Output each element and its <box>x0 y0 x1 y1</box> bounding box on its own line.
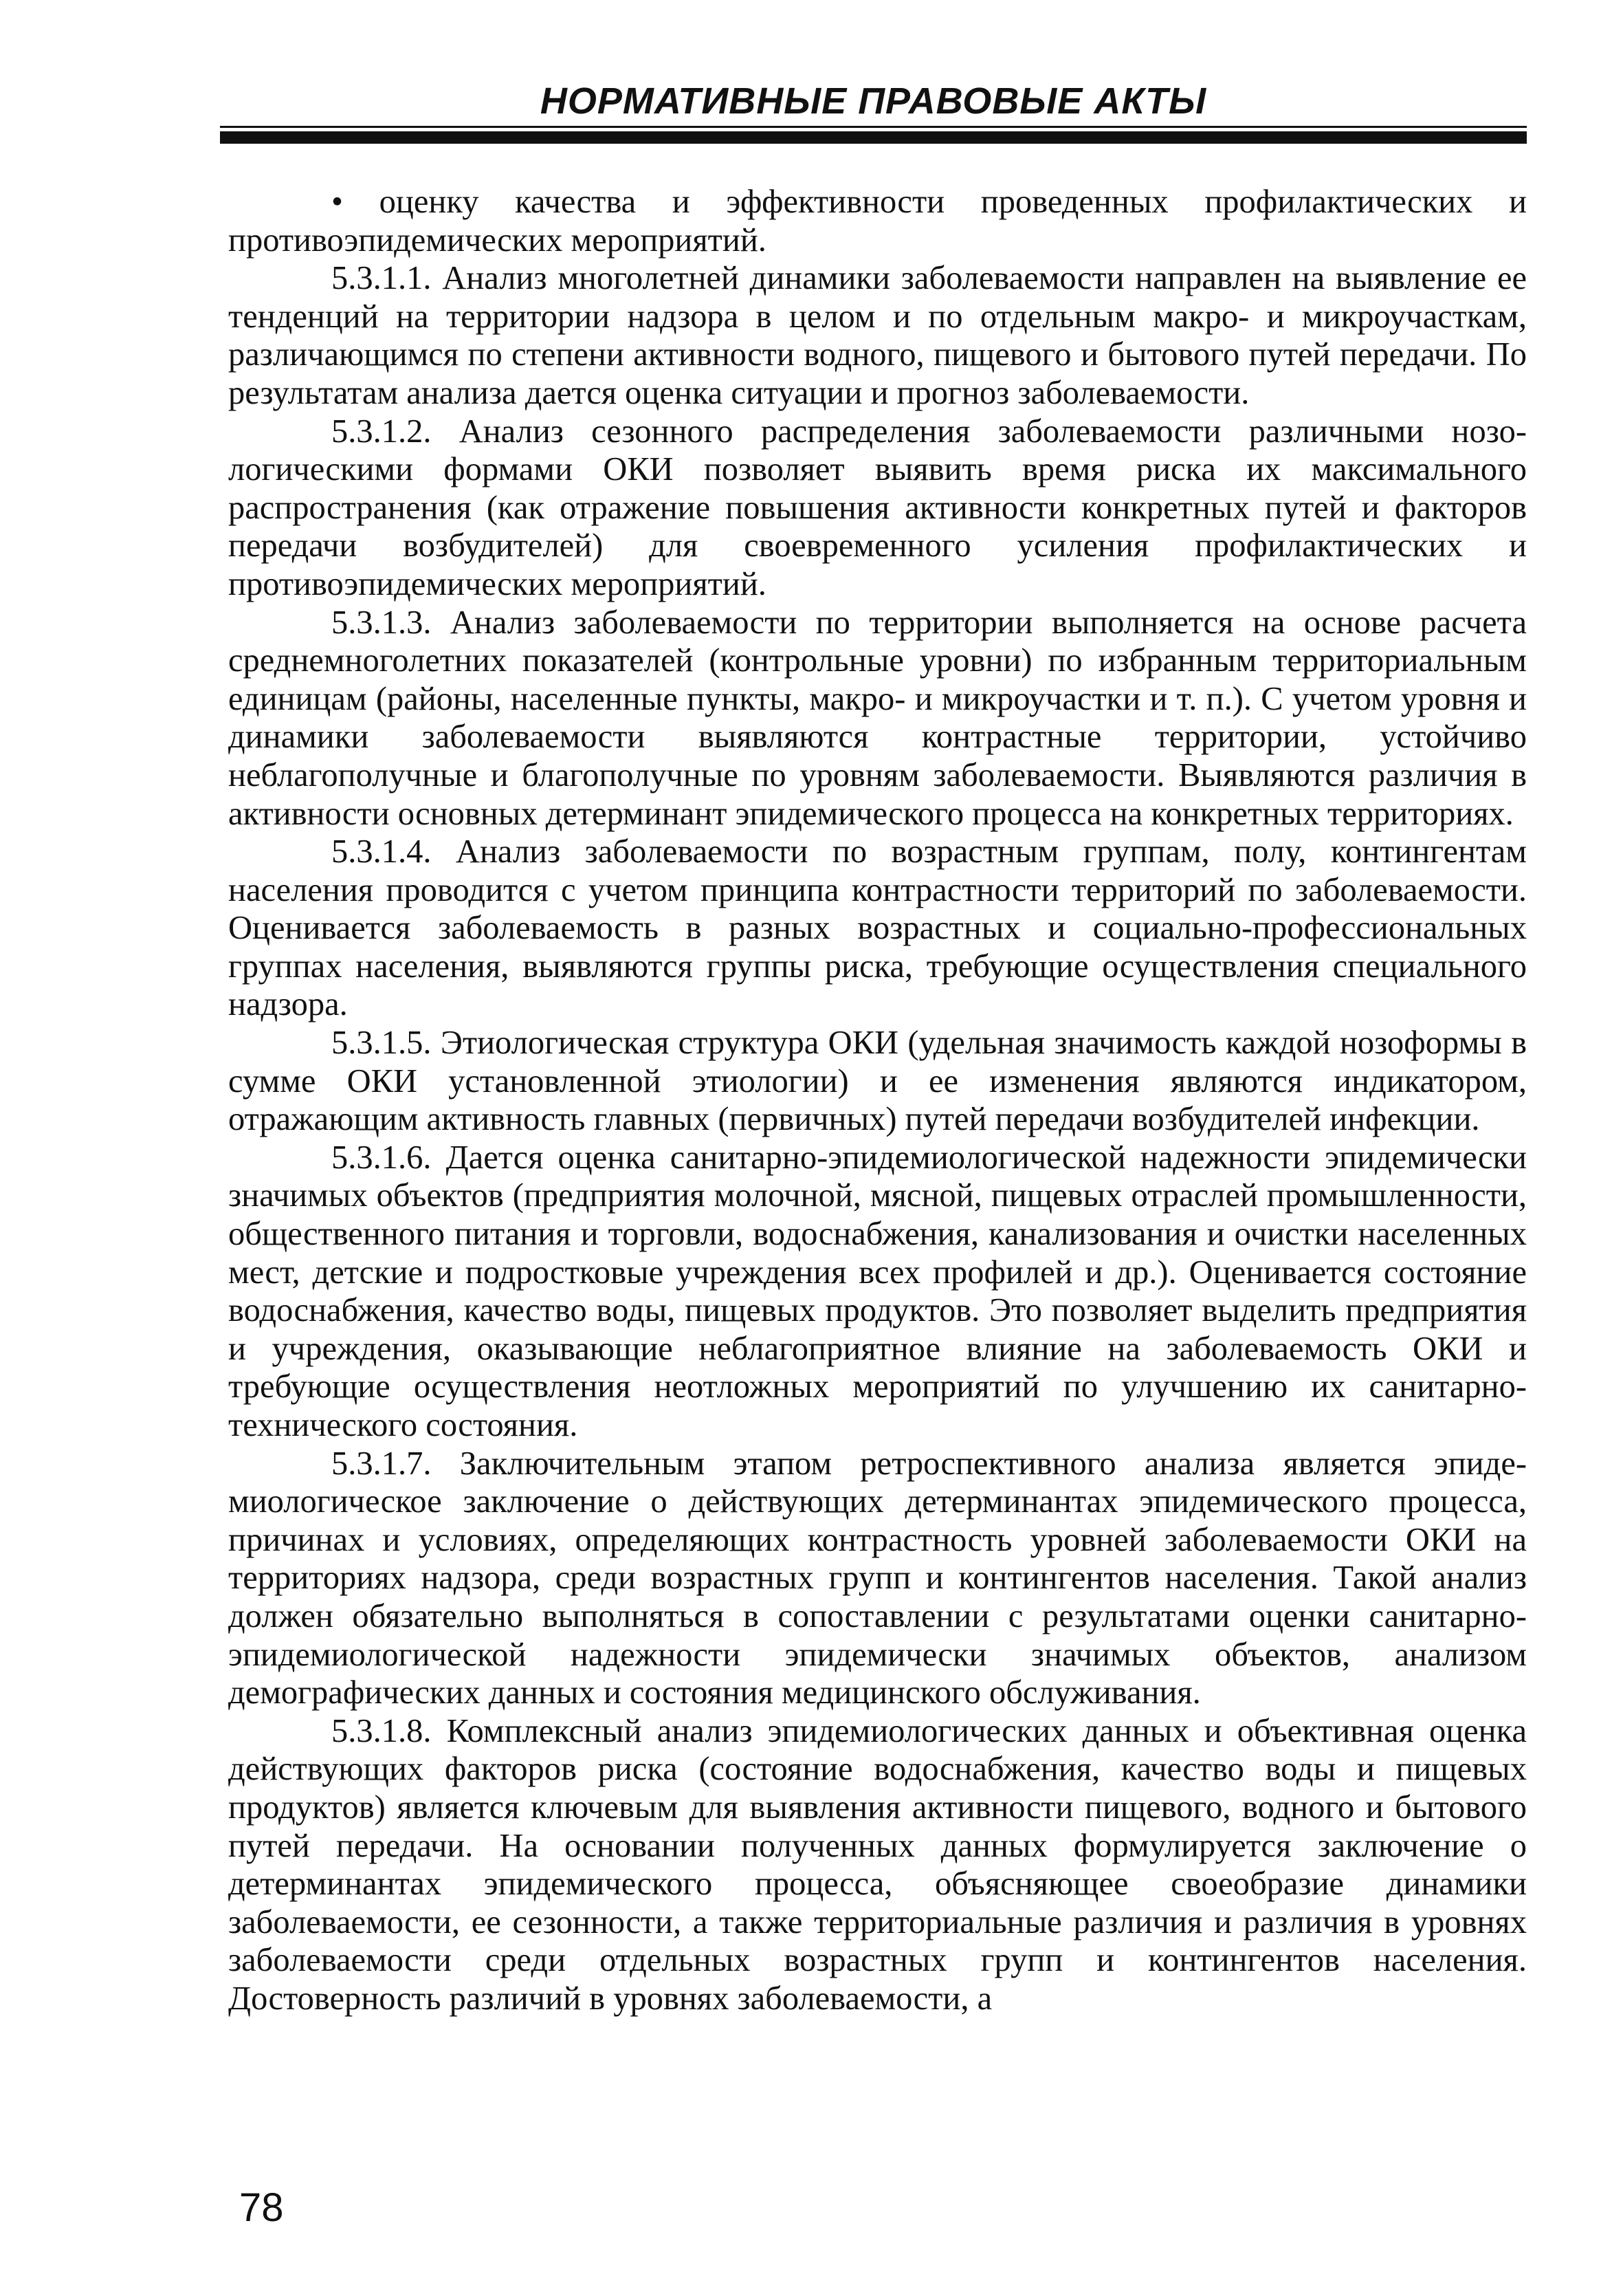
paragraph-5-3-1-6: 5.3.1.6. Дается оценка санитарно-эпидемиологической надежности эпидемически значимых объектов (предприятия молочной, мясной, пищевых отраслей промышленности, общественного питания и торговли, водоснабжения, канализования и очистки населенных мест, детские и подростковые учреждения всех профилей и др.). Оценивается состояние водоснабжения, качество воды, пищевых продуктов. Это позволяет выделить предприятия и учреждения, оказывающие неблагоприятное влияние на заболеваемость ОКИ и требующие осуществления неотложных мероприятий по улучшению их санитарно-технического состояния. <box>228 1139 1527 1443</box>
paragraph-5-3-1-3: 5.3.1.3. Анализ заболеваемости по территории выполняется на основе расчета среднемноголетних показателей (контрольные уровни) по избранным территориальным единицам (районы, населенные пункты, макро- и микроучастки и т. п.). С учетом уровня и динамики заболеваемости выявляются контрастные территории, устойчиво неблагополучные и благополучные по уровням заболеваемости. Выявляются различия в активности основных детерминант эпидемического процесса на конкретных территориях. <box>228 604 1527 832</box>
paragraph-5-3-1-8: 5.3.1.8. Комплексный анализ эпидемиологических данных и объективная оценка действующих факторов риска (состояние водоснабжения, качество воды и пищевых продуктов) является ключевым для выявления активности пищевого, водного и бытового путей передачи. На основании полученных данных формулируется заключение о детерминантах эпидемического процесса, объясняющее своеобразие динамики заболеваемости, ее сезонности, а также территориальные различия и различия в уровнях заболеваемости среди отдельных возрастных групп и контингентов населения. Достоверность различий в уровнях заболеваемости, а <box>228 1712 1527 2017</box>
header-thick-rule <box>220 131 1527 144</box>
paragraph-5-3-1-4: 5.3.1.4. Анализ заболеваемости по возрастным группам, полу, контингентам населения проводится с учетом принципа контрастности территорий по заболеваемости. Оценивается заболеваемость в разных возрастных и социально-профессиональных группах населения, выявляются группы риска, требующие осуществления специального надзора. <box>228 833 1527 1023</box>
page-header-title: НОРМАТИВНЫЕ ПРАВОВЫЕ АКТЫ <box>540 80 1207 122</box>
page-number: 78 <box>239 2185 284 2230</box>
paragraph-bullet-assessment: • оценку качества и эффективности проведенных профилактических и противоэпидемических мероприятий. <box>228 184 1527 259</box>
paragraph-5-3-1-2: 5.3.1.2. Анализ сезонного распределения заболеваемости различными нозологическими формами ОКИ позволяет выявить время риска их максимального распространения (как отражение повышения активности конкретных путей и факторов передачи возбудителей) для своевременного усиления профилактических и противоэпидемических мероприятий. <box>228 413 1527 602</box>
body-text <box>228 183 1527 2018</box>
header-thin-rule <box>220 126 1527 128</box>
paragraph-5-3-1-1: 5.3.1.1. Анализ многолетней динамики заболеваемости направлен на выявление ее тенденций на территории надзора в целом и по отдельным макро- и микроучасткам, различающимся по степени активности водного, пищевого и бытового путей передачи. По результатам анализа дается оценка ситуации и прогноз заболеваемости. <box>228 260 1527 411</box>
paragraph-5-3-1-7: 5.3.1.7. Заключительным этапом ретроспективного анализа является эпидемиологическое заключение о действующих детерминантах эпидемического процесса, причинах и условиях, определяющих контрастность уровней заболеваемости ОКИ на территориях надзора, среди возрастных групп и контингентов населения. Такой анализ должен обязательно выполняться в сопоставлении с результатами оценки санитарно-эпидемиологической надежности эпидемически значимых объектов, анализом демографических данных и состояния медицинского обслуживания. <box>228 1445 1527 1712</box>
paragraph-5-3-1-5: 5.3.1.5. Этиологическая структура ОКИ (удельная значимость каждой нозоформы в сумме ОКИ установленной этиологии) и ее изменения являются индикатором, отражающим активность главных (первичных) путей передачи возбудителей инфекции. <box>228 1025 1527 1138</box>
